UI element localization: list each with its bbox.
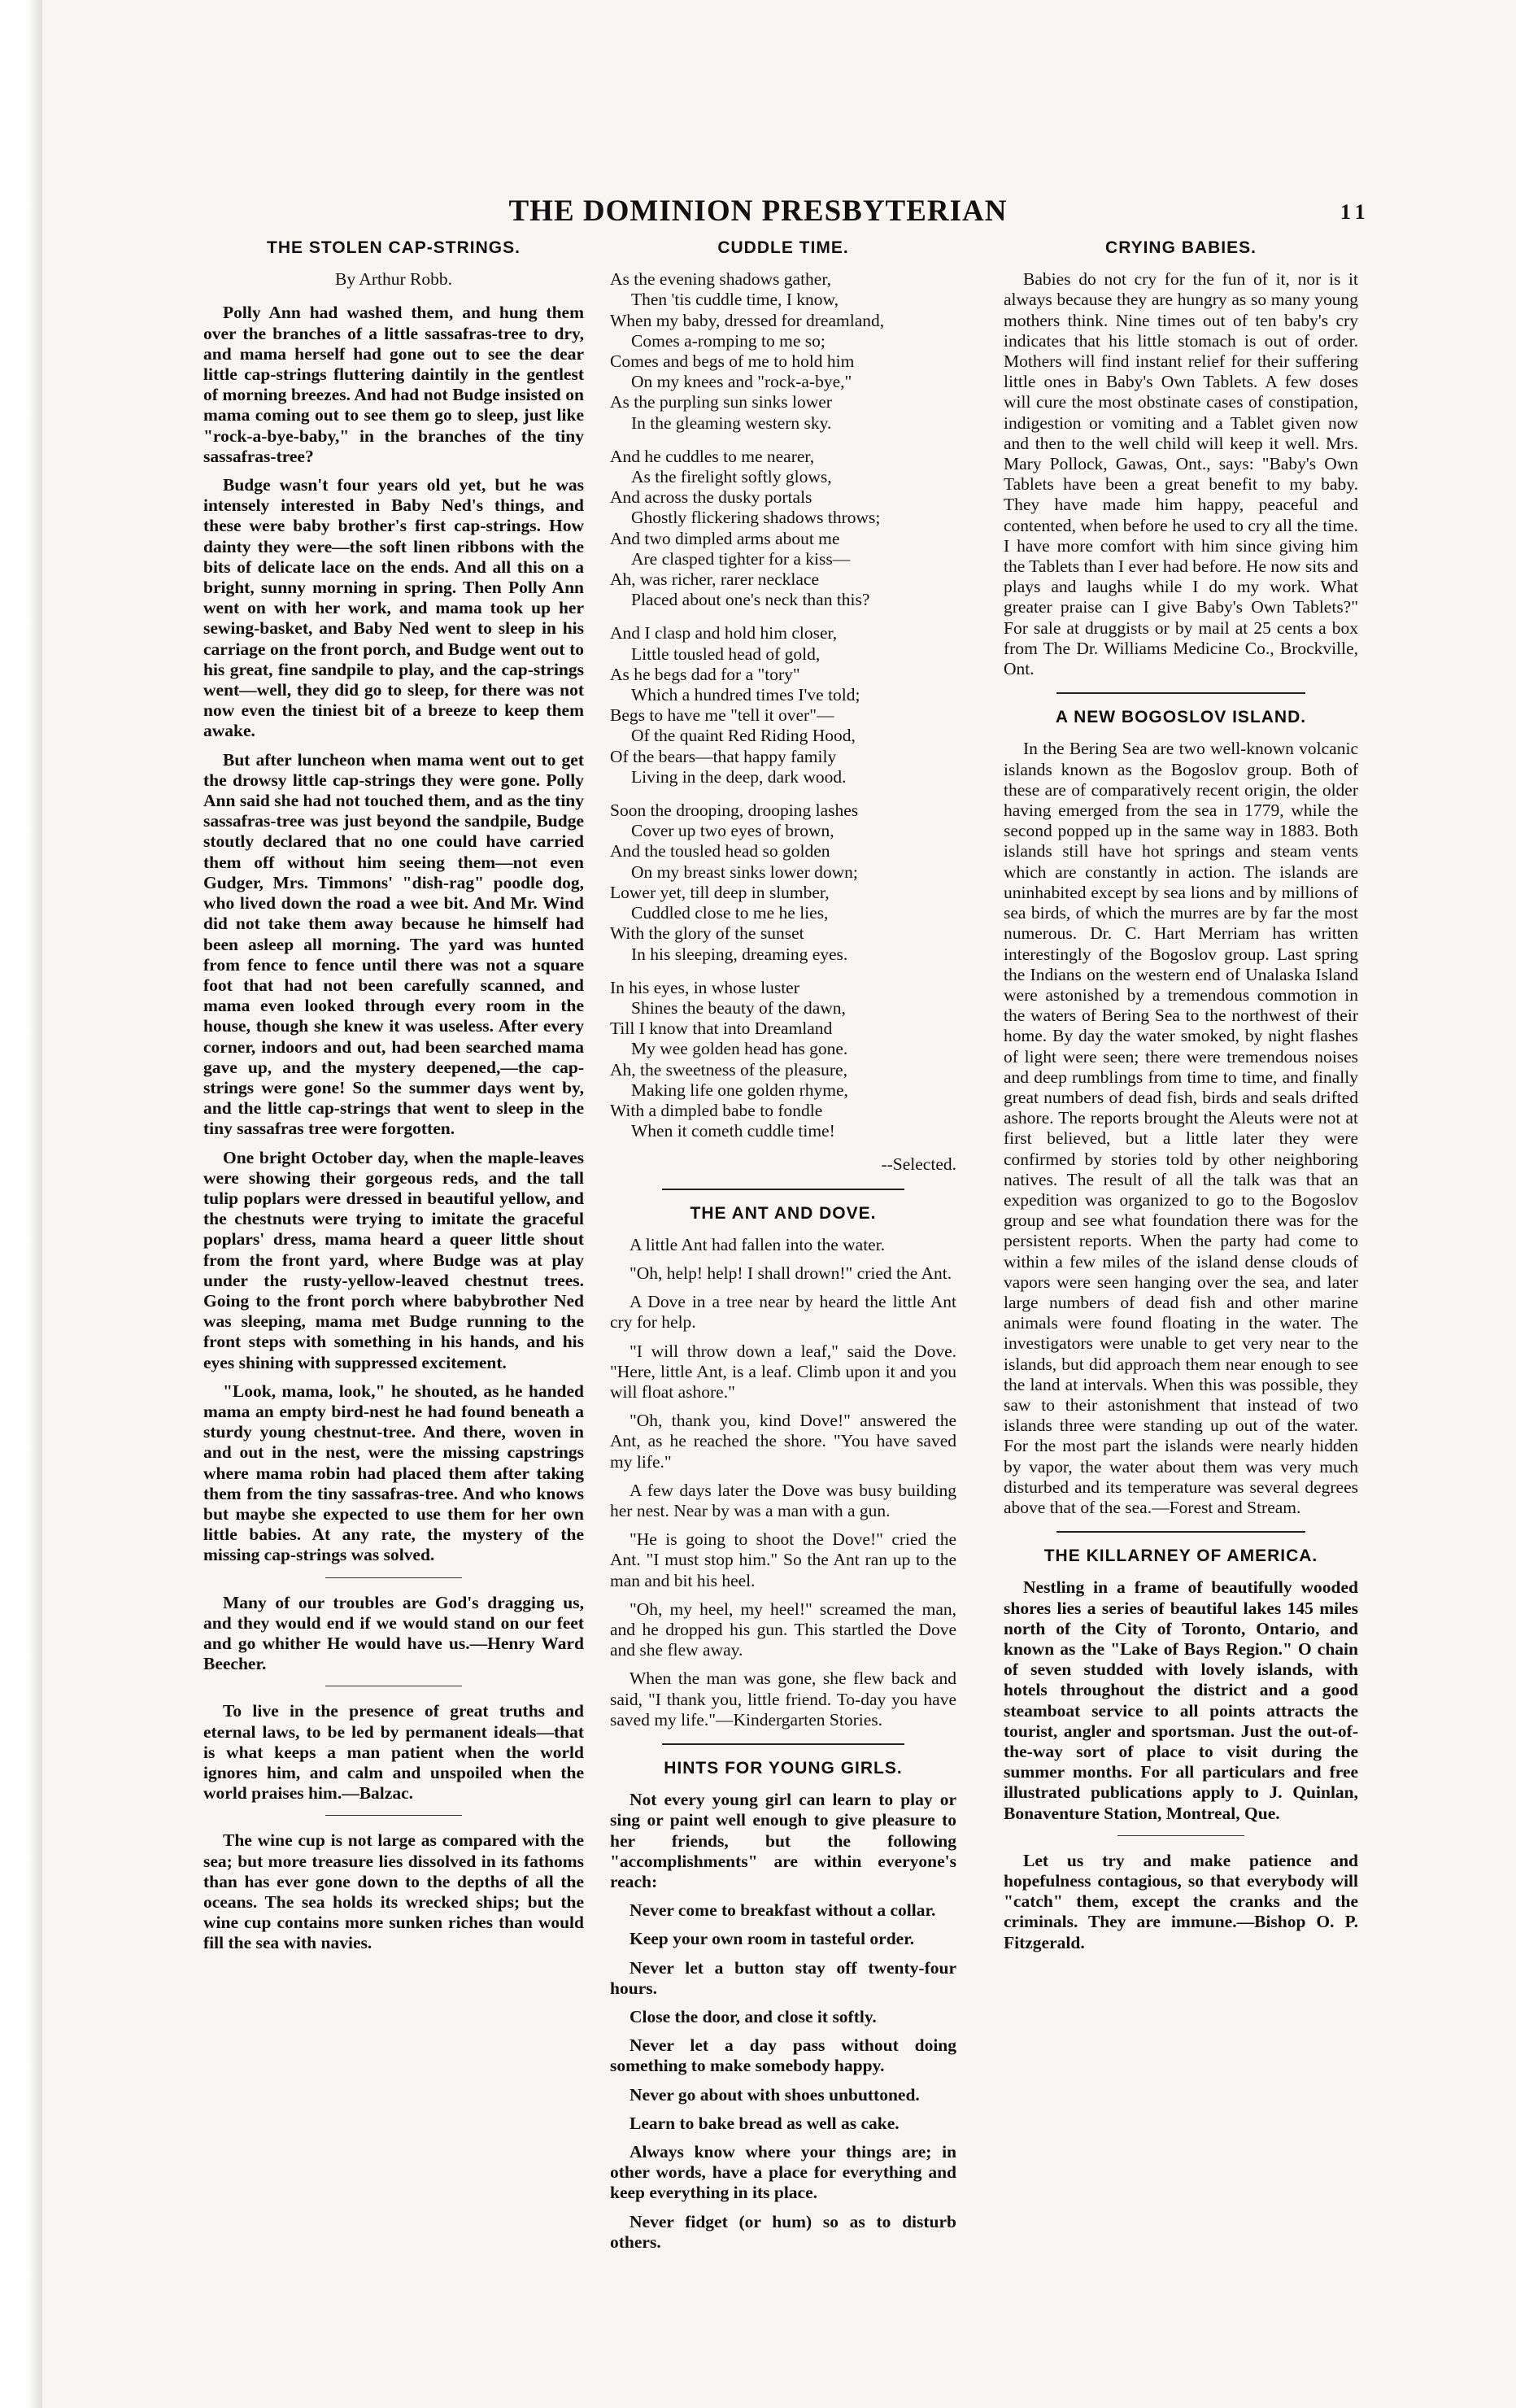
- paragraph: "Oh, thank you, kind Dove!" answered the Ant, as he reached the shore. "You have saved my life.": [610, 1411, 956, 1472]
- poem-line: And I clasp and hold him closer,: [610, 623, 838, 643]
- poem-line: When it cometh cuddle time!: [631, 1121, 835, 1141]
- article-title: THE ANT AND DOVE.: [690, 1203, 877, 1223]
- poem-line: Shines the beauty of the dawn,: [631, 997, 846, 1018]
- paragraph: "He is going to shoot the Dove!" cried the Ant. "I must stop him." So the Ant ran up to the man and bit his heel.: [610, 1529, 956, 1590]
- poem-stanza: [610, 269, 956, 434]
- divider: [662, 1189, 904, 1190]
- poem-line: As the evening shadows gather,: [610, 269, 832, 290]
- paragraph: Always know where your things are; in other words, have a place for everything and keep everything in its place.: [610, 2142, 956, 2203]
- poem-signoff: --Selected.: [881, 1154, 956, 1175]
- paragraph: A Dove in a tree near by heard the little Ant cry for help.: [610, 1292, 956, 1333]
- poem-line: On my breast sinks lower down;: [631, 862, 858, 882]
- poem-stanza: [610, 978, 956, 1142]
- article-title: THE STOLEN CAP-STRINGS.: [267, 238, 521, 257]
- paragraph: Close the door, and close it softly.: [629, 2007, 877, 2027]
- poem-line: Lower yet, till deep in slumber,: [610, 882, 830, 902]
- poem-line: Of the quaint Red Riding Hood,: [631, 726, 856, 746]
- poem-line: In his eyes, in whose luster: [610, 977, 799, 997]
- article-title: CRYING BABIES.: [1105, 238, 1257, 257]
- paragraph: Polly Ann had washed them, and hung them over the branches of a little sassafras-tree to dry, and mama herself had gone out to see the dear little cap-strings fluttering daintily in the gentlest of morning breezes. And had not Budge insisted on mama coming out to see them go to sleep, just like "rock-a-bye-baby," in the branches of the tiny sassafras-tree?: [203, 303, 584, 466]
- poem-line: Cuddled close to me he lies,: [631, 903, 829, 923]
- poem-line: Till I know that into Dreamland: [610, 1019, 833, 1039]
- quote-beecher: Many of our troubles are God's dragging us, and they would end if we would stand on our feet and go whither He would have us.—Henry Ward Beecher.: [203, 1592, 584, 1674]
- poem-stanzas: [610, 269, 956, 1141]
- poem-line: My wee golden head has gone.: [631, 1039, 848, 1059]
- article-killarney-of-america: [1004, 1546, 1358, 1824]
- poem-line: Ghostly flickering shadows throws;: [631, 508, 881, 528]
- page-edge: [0, 0, 46, 2408]
- paragraph: Never let a button stay off twenty-four hours.: [610, 1957, 956, 1998]
- poem-line: And across the dusky portals: [610, 487, 812, 508]
- poem-line: Placed about one's neck than this?: [631, 590, 870, 610]
- poem-line: And he cuddles to me nearer,: [610, 446, 815, 466]
- article-ant-and-dove: [610, 1203, 956, 1730]
- quote-wine-cup: The wine cup is not large as compared with the sea; but more treasure lies dissolved in its fathoms than has ever gone down to the depths of all the oceans. The sea holds its wrecked ships; but the wine cup contains more sunken riches than would fill the sea with navies.: [203, 1830, 584, 1953]
- poem-line: Cover up two eyes of brown,: [631, 821, 834, 841]
- article-stolen-cap-strings: [203, 238, 584, 1566]
- divider: [325, 1577, 462, 1578]
- poem-line: With the glory of the sunset: [610, 923, 804, 944]
- poem-line: Then 'tis cuddle time, I know,: [631, 290, 839, 310]
- divider: [662, 1743, 904, 1745]
- paragraph: Keep your own room in tasteful order.: [629, 1929, 915, 1949]
- poem-line: Ah, was richer, rarer necklace: [610, 569, 819, 590]
- quote-balzac: To live in the presence of great truths and eternal laws, to be led by permanent ideals—that is what keeps a man patient when the world ignores him, and calm and unspoiled when the world praises him.—Balzac.: [203, 1701, 584, 1804]
- paragraph: "Look, mama, look," he shouted, as he handed mama an empty bird-nest he had found beneath a sturdy young chestnut-tree. And there, woven in and out in the nest, were the missing capstrings where mama robin had placed them after taking them from the tiny sassafras-tree. And who knows but maybe she expected to use them for her own little babies. At any rate, the mystery of the missing cap-strings was solved.: [203, 1381, 584, 1565]
- paragraph: But after luncheon when mama went out to get the drowsy little cap-strings they were gone. Polly Ann said she had not touched them, and as the tiny sassafras-tree was just beyond the sandpile, Budge stoutly declared that no one could have carried them off without him seeing them—not even Gudger, Mrs. Timmons' "dish-rag" poodle dog, who lived down the road a wee bit. And Mr. Wind did not take them away because he himself had been asleep all morning. The yard was hunted from fence to fence until there was not a square foot that had not been carefully scanned, and mama even looked through every room in the house, though she knew it was useless. After every corner, indoors and out, had been searched mama gave up, and the mystery deepened,—the cap-strings were gone! So the summer days went by, and the little cap-strings that went to sleep in the tiny sassafras tree were forgotten.: [203, 749, 584, 1139]
- paragraph: Never fidget (or hum) so as to disturb others.: [610, 2211, 956, 2252]
- poem-line: Ah, the sweetness of the pleasure,: [610, 1059, 847, 1080]
- poem-stanza: [610, 623, 956, 787]
- paragraph: "I will throw down a leaf," said the Dove. "Here, little Ant, is a leaf. Climb upon it and you will float ashore.": [610, 1341, 956, 1402]
- poem-line: And two dimpled arms about me: [610, 528, 840, 548]
- article-new-bogoslov-island: [1004, 707, 1358, 1518]
- paragraph: Never go about with shoes unbuttoned.: [629, 2084, 920, 2105]
- article-crying-babies: [1004, 238, 1358, 679]
- paragraph: "Oh, my heel, my heel!" screamed the man, and he dropped his gun. This startled the Dove and she flew away.: [610, 1599, 956, 1660]
- byline: By Arthur Robb.: [335, 269, 452, 290]
- poem-line: As he begs dad for a "tory": [610, 664, 800, 684]
- paragraph: Never come to breakfast without a collar.: [629, 1900, 936, 1921]
- poem-line: Living in the deep, dark wood.: [631, 766, 847, 787]
- article-title: THE KILLARNEY OF AMERICA.: [1043, 1546, 1318, 1566]
- poem-line: Which a hundred times I've told;: [631, 685, 860, 705]
- poem-line: Are clasped tighter for a kiss—: [631, 548, 851, 569]
- quote-fitzgerald: Let us try and make patience and hopefulness contagious, so that everybody will "catch" them, except the cranks and the criminals. They are immune.—Bishop O. P. Fitzgerald.: [1004, 1850, 1358, 1952]
- poem-line: Comes a-romping to me so;: [631, 330, 826, 351]
- poem-line: Little tousled head of gold,: [631, 643, 821, 664]
- paragraph: One bright October day, when the maple-leaves were showing their gorgeous reds, and the tall tulip poplars were dressed in beautiful yellow, and the chestnuts were trying to imitate the graceful poplars' dress, mama heard a queer little shout from the front yard, where Budge was at play under the rusty-yellow-leaved chestnut trees. Going to the front porch where babybrother Ned was sleeping, mama met Budge running to the front steps with something in his hands, and his eyes shining with suppressed excitement.: [203, 1147, 584, 1372]
- article-hints-for-young-girls: [610, 1758, 956, 2253]
- column-right: [1004, 238, 1358, 1961]
- poem-line: On my knees and "rock-a-bye,": [631, 372, 852, 392]
- paragraph: Never let a day pass without doing something to make somebody happy.: [610, 2035, 956, 2076]
- paragraph: Learn to bake bread as well as cake.: [629, 2113, 900, 2133]
- poem-title: CUDDLE TIME.: [717, 238, 849, 257]
- poem-line: Of the bears—that happy family: [610, 746, 837, 766]
- poem-line: As the firelight softly glows,: [631, 467, 832, 487]
- poem-line: With a dimpled babe to fondle: [610, 1100, 823, 1120]
- paragraph: When the man was gone, she flew back and said, "I thank you, little friend. To-day you have saved my life."—Kindergarten Stories.: [610, 1669, 956, 1730]
- paragraph: A little Ant had fallen into the water.: [629, 1234, 886, 1254]
- article-title: HINTS FOR YOUNG GIRLS.: [664, 1759, 903, 1778]
- divider: [325, 1815, 462, 1816]
- poem-line: Comes and begs of me to hold him: [610, 351, 855, 372]
- poem-cuddle-time: [610, 238, 956, 1176]
- poem-line: And the tousled head so golden: [610, 841, 830, 862]
- poem-stanza: [610, 800, 956, 965]
- poem-line: Soon the drooping, drooping lashes: [610, 800, 859, 821]
- paragraph: "Oh, help! help! I shall drown!" cried the Ant.: [629, 1263, 952, 1283]
- paragraph: In the Bering Sea are two well-known volcanic islands known as the Bogoslov group. Both of these are of comparatively recent origin, the older having emerged from the sea in 1779, while the second popped up in the same way in 1883. Both islands still have hot springs and steam vents which are constantly in action. The islands are uninhabited except by sea lions and by millions of sea birds, of which the murres are by far the most numerous. Dr. C. Hart Merriam has written interestingly of the Bogoslov group. Last spring the Indians on the western end of Unalaska Island were astonished by a tremendous commotion in the waters of Bering Sea to the northwest of their home. By day the water smoked, by night flashes of light were seen; there were tremendous noises and deep rumblings from time to time, and finally great numbers of dead fish, birds and seals drifted ashore. The reports brought the Aleuts were not at first believed, but a little later they were confirmed by stories told by other neighboring natives. The result of all the talk was that an expedition was organized to go to the Bogoslov group and see what foundation there was for the persistent reports. When the party had come to within a few miles of the island dense clouds of vapors were seen hanging over the sea, and later large numbers of dead fish and other marine animals were found floating in the water. The investigators were unable to get very near to the islands, but did approach them near enough to see the land at intervals. When this was possible, they saw to their astonishment that instead of two islands three were standing up out of the water. For the most part the islands were nearly hidden by vapor, the water about them was very much disturbed and its temperature was several degrees above that of the sea.—Forest and Stream.: [1004, 739, 1358, 1517]
- column-left: [203, 238, 584, 1962]
- poem-stanza: [610, 447, 956, 611]
- divider: [1117, 1835, 1245, 1836]
- divider: [1056, 1531, 1305, 1533]
- paragraph: Babies do not cry for the fun of it, nor is it always because they are hungry as so many young mothers think. Nine times out of ten baby's cry indicates that his little stomach is out of order. Mothers will find instant relief for their suffering little ones in Baby's Own Tablets. A few doses will cure the most obstinate cases of constipation, indigestion or vomiting and a Tablet given now and then to the well child will keep it well. Mrs. Mary Pollock, Gawas, Ont., says: "Baby's Own Tablets have been a great benefit to my baby. They have made him happy, peaceful and contented, when before he used to cry all the time. I have more comfort with him since giving him the Tablets than I ever had before. He now sits and plays and laughs while I do my work. What greater praise can I give Baby's Own Tablets?" For sale at druggists or by mail at 25 cents a box from The Dr. Williams Medicine Co., Brockville, Ont.: [1004, 269, 1358, 679]
- poem-line: When my baby, dressed for dreamland,: [610, 310, 885, 330]
- masthead: THE DOMINION PRESBYTERIAN: [508, 194, 1008, 228]
- poem-line: Making life one golden rhyme,: [631, 1080, 848, 1100]
- paragraph: Not every young girl can learn to play or sing or paint well enough to give pleasure to her friends, but the following "accomplishments" are within everyone's reach:: [610, 1790, 956, 1892]
- divider: [1056, 692, 1305, 694]
- page-number: 11: [1340, 200, 1370, 224]
- poem-line: In the gleaming western sky.: [631, 412, 832, 433]
- paragraph: A few days later the Dove was busy building her nest. Near by was a man with a gun.: [610, 1480, 956, 1520]
- paragraph: Budge wasn't four years old yet, but he was intensely interested in Baby Ned's things, and these were baby brother's first cap-strings. How dainty they were—the soft linen ribbons with the bits of delicate lace on the ends. And all this on a bright, sunny morning in spring. Then Polly Ann went on with her work, and mama took up her sewing-basket, and Baby Ned went to sleep in his carriage on the front porch, and Budge went out to his great, fine sandpile to play, and the cap-strings went—well, they did go to sleep, for there was not now even the tiniest bit of a breeze to keep them awake.: [203, 475, 584, 741]
- column-middle: [610, 238, 956, 2261]
- poem-line: In his sleeping, dreaming eyes.: [631, 944, 848, 964]
- poem-line: As the purpling sun sinks lower: [610, 392, 832, 412]
- article-title: A NEW BOGOSLOV ISLAND.: [1055, 708, 1307, 727]
- paragraph: Nestling in a frame of beautifully wooded shores lies a series of beautiful lakes 145 miles north of the City of Toronto, Ontario, and known as the "Lake of Bays Region." O chain of seven studded with lovely islands, with hotels throughout the district and a good steamboat service to all points attracts the tourist, angler and sportsman. Just the out-of-the-way sort of place to visit during the summer months. For all particulars and free illustrated publications apply to J. Quinlan, Bonaventure Station, Montreal, Que.: [1004, 1577, 1358, 1823]
- poem-line: Begs to have me "tell it over"—: [610, 705, 834, 726]
